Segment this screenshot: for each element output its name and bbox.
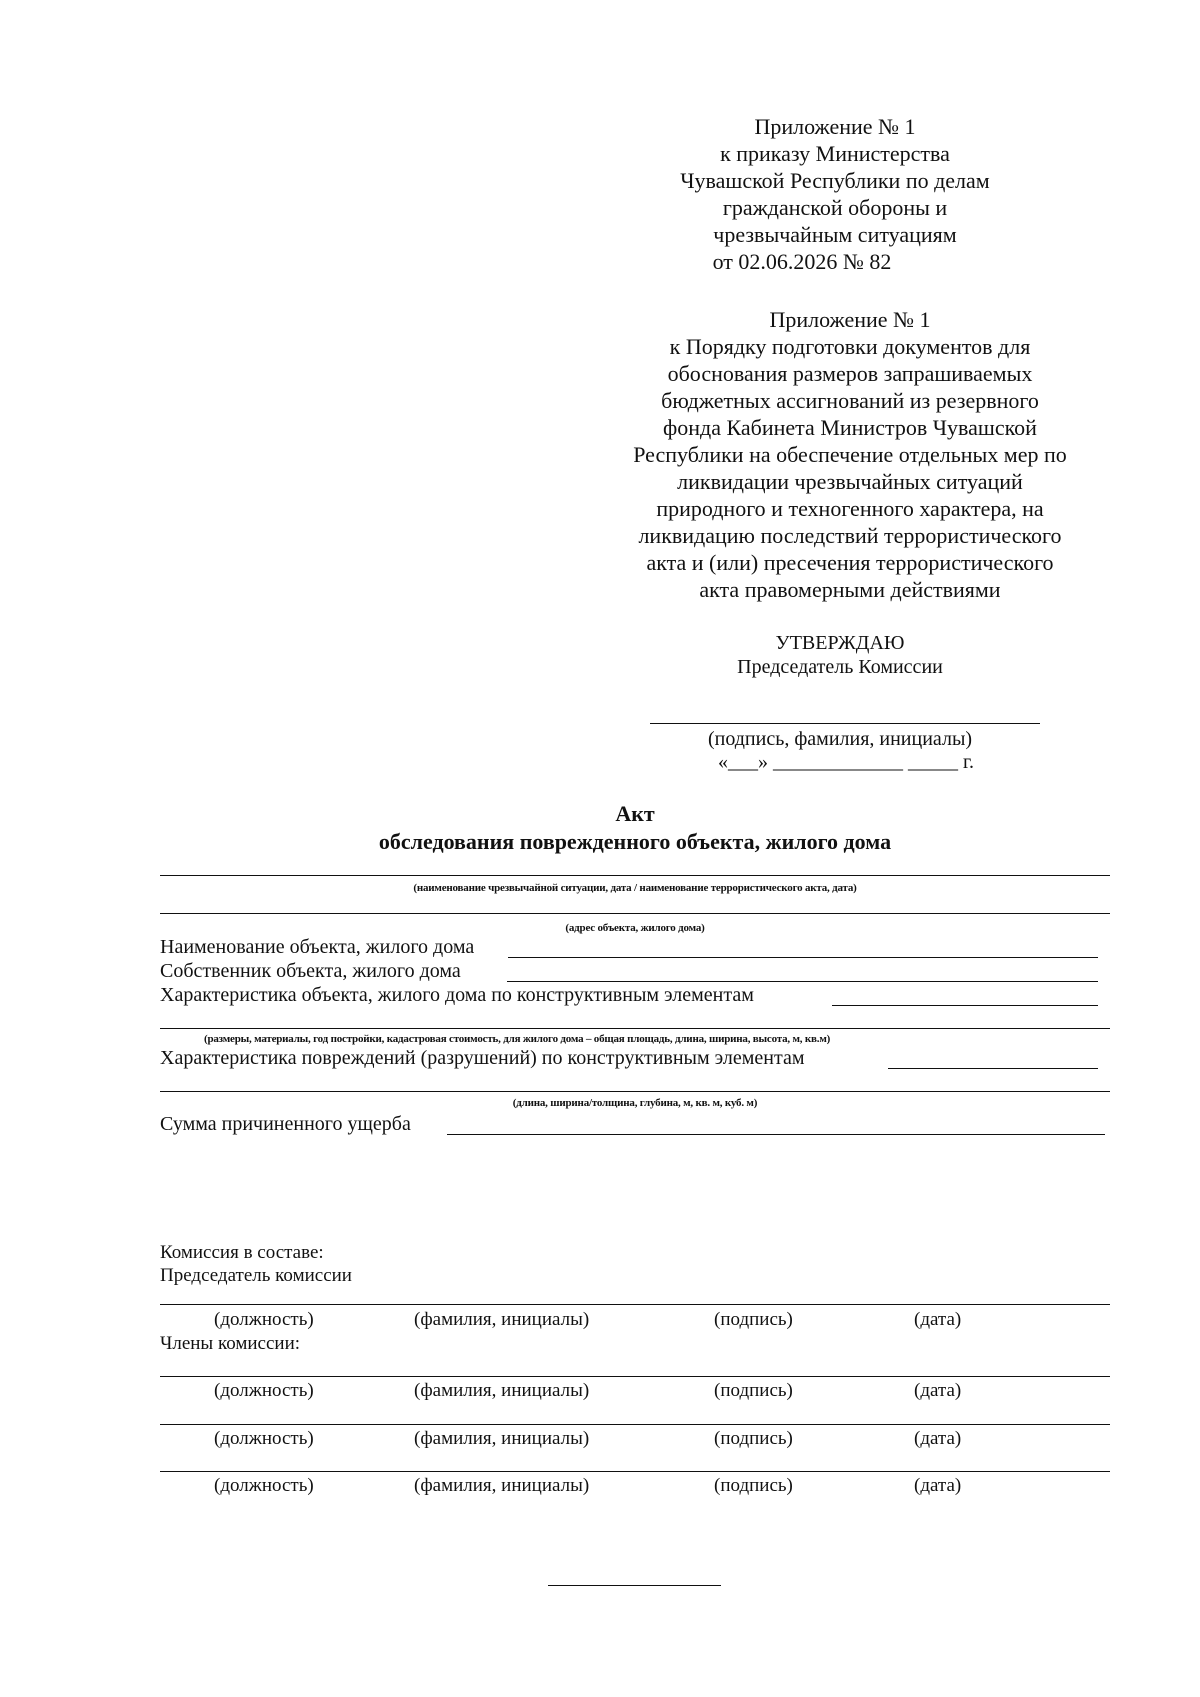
chairman-signature-line — [160, 1304, 1110, 1305]
owner-label: Собственник объекта, жилого дома — [160, 960, 461, 982]
procedure-appendix-line: фонда Кабинета Министров Чувашской — [663, 415, 1037, 440]
procedure-appendix-line: к Порядку подготовки документов для — [669, 334, 1031, 359]
title-line-1: Акт — [615, 801, 655, 826]
order-appendix-line: Чувашской Республики по делам — [680, 168, 990, 193]
col-name: (фамилия, инициалы) — [414, 1309, 590, 1330]
procedure-appendix-line: Республики на обеспечение отдельных мер по — [633, 442, 1067, 467]
object-name-field[interactable] — [508, 957, 1098, 958]
col-date: (дата) — [914, 1309, 962, 1330]
col-date: (дата) — [914, 1380, 962, 1401]
order-appendix-line: Приложение № 1 — [754, 114, 916, 139]
col-name: (фамилия, инициалы) — [414, 1380, 590, 1401]
characteristics-line — [160, 1028, 1110, 1029]
commission-heading: Комиссия в составе: — [160, 1242, 324, 1263]
procedure-appendix-line: ликвидацию последствий террористического — [638, 523, 1062, 548]
col-signature: (подпись) — [714, 1428, 793, 1449]
owner-field[interactable] — [507, 981, 1098, 982]
damage-caption: (длина, ширина/толщина, глубина, м, кв. м, куб. м) — [512, 1097, 758, 1109]
col-position: (должность) — [214, 1309, 314, 1330]
procedure-appendix-line: Приложение № 1 — [769, 307, 931, 332]
sum-label: Сумма причиненного ущерба — [160, 1113, 411, 1135]
order-appendix-line: гражданской обороны и — [722, 195, 948, 220]
approval-signature-caption: (подпись, фамилия, инициалы) — [707, 728, 973, 750]
characteristics-caption: (размеры, материалы, год постройки, кадастровая стоимость, для жилого дома – общая площадь, длина, ширина, высота, м, кв.м) — [204, 1033, 831, 1045]
order-appendix-line: от 02.06.2026 № 82 — [712, 249, 892, 274]
characteristics-field[interactable] — [832, 1005, 1098, 1006]
col-signature: (подпись) — [714, 1380, 793, 1401]
col-position: (должность) — [214, 1428, 314, 1449]
member-signature-line — [160, 1376, 1110, 1377]
col-name: (фамилия, инициалы) — [414, 1475, 590, 1496]
col-name: (фамилия, инициалы) — [414, 1428, 590, 1449]
approval-position: Председатель Комиссии — [737, 656, 943, 678]
characteristics-label: Характеристика объекта, жилого дома по конструктивным элементам — [160, 984, 754, 1006]
address-caption: (адрес объекта, жилого дома) — [565, 922, 705, 934]
document-title — [160, 800, 1110, 856]
col-signature: (подпись) — [714, 1309, 793, 1330]
damage-line — [160, 1091, 1110, 1092]
member-signature-line — [160, 1471, 1110, 1472]
sum-field[interactable] — [447, 1134, 1105, 1135]
col-date: (дата) — [914, 1475, 962, 1496]
col-date: (дата) — [914, 1428, 962, 1449]
procedure-appendix-line: природного и техногенного характера, на — [656, 496, 1044, 521]
member-signature-line — [160, 1424, 1110, 1425]
object-name-label: Наименование объекта, жилого дома — [160, 936, 475, 958]
approval-block — [640, 631, 1040, 679]
order-appendix-line: к приказу Министерства — [720, 141, 950, 166]
commission-members: Члены комиссии: — [160, 1333, 301, 1354]
procedure-appendix-line: акта и (или) пресечения террористического — [646, 550, 1054, 575]
emergency-line — [160, 875, 1110, 876]
emergency-caption: (наименование чрезвычайной ситуации, дата / наименование террористического акта, дата) — [413, 882, 857, 894]
approval-heading: УТВЕРЖДАЮ — [775, 632, 905, 654]
col-position: (должность) — [214, 1380, 314, 1401]
order-appendix-line: чрезвычайным ситуациям — [713, 222, 957, 247]
col-signature: (подпись) — [714, 1475, 793, 1496]
commission-chairman: Председатель комиссии — [160, 1265, 352, 1286]
procedure-appendix-line: ликвидации чрезвычайных ситуаций — [677, 469, 1023, 494]
procedure-appendix-line: акта правомерными действиями — [699, 577, 1001, 602]
order-appendix — [600, 113, 1070, 275]
procedure-appendix-line: обоснования размеров запрашиваемых — [667, 361, 1033, 386]
title-line-2: обследования поврежденного объекта, жилого дома — [378, 829, 892, 854]
approval-date-line: «___» _____________ _____ г. — [718, 751, 974, 773]
damage-field[interactable] — [888, 1068, 1098, 1069]
address-line — [160, 913, 1110, 914]
damage-label: Характеристика повреждений (разрушений) по конструктивным элементам — [160, 1047, 805, 1069]
procedure-appendix — [560, 306, 1140, 603]
closing-separator — [548, 1585, 721, 1586]
approval-signature-line — [650, 723, 1040, 724]
commission-block — [160, 1241, 352, 1287]
col-position: (должность) — [214, 1475, 314, 1496]
procedure-appendix-line: бюджетных ассигнований из резервного — [661, 388, 1039, 413]
